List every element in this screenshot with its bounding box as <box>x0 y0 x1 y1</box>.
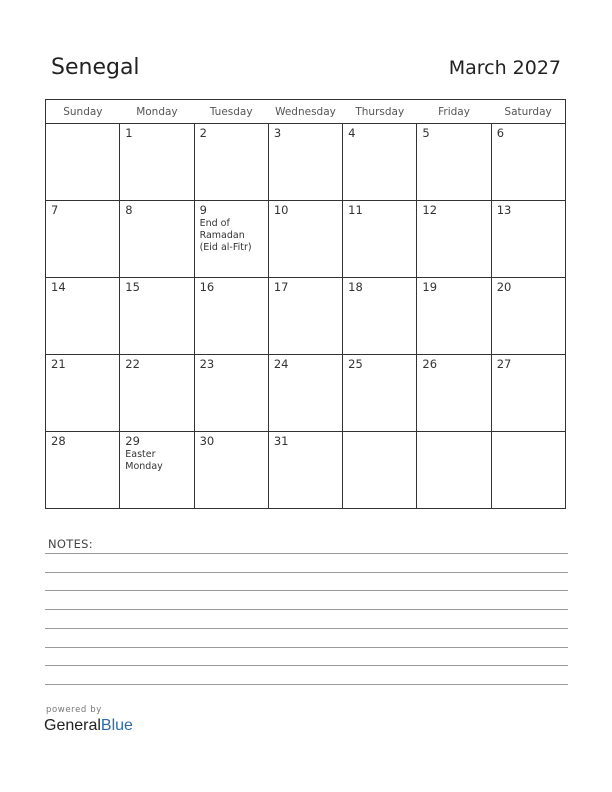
week-row <box>46 355 566 432</box>
brand-blue: Blue <box>100 717 133 734</box>
week-row <box>46 278 566 355</box>
day-number: 30 <box>199 434 215 448</box>
day-number: 28 <box>51 434 66 448</box>
generalblue-logo[interactable] <box>44 717 133 735</box>
day-cell <box>268 355 342 432</box>
weekday-tuesday: Tuesday <box>194 100 268 124</box>
day-number: 25 <box>348 357 363 371</box>
day-number: 15 <box>125 280 140 294</box>
note-line <box>45 572 568 573</box>
day-number: 23 <box>199 357 215 371</box>
note-line <box>45 590 568 591</box>
calendar-grid <box>45 99 566 509</box>
day-cell <box>268 432 342 509</box>
day-cell <box>46 201 120 278</box>
day-number: 11 <box>348 203 363 217</box>
brand-general: General <box>44 717 101 734</box>
day-number: 4 <box>348 126 356 140</box>
day-number: 21 <box>51 357 66 371</box>
empty-day-cell <box>343 432 417 509</box>
day-cell <box>268 278 342 355</box>
day-number: 27 <box>496 357 512 371</box>
day-number: 19 <box>422 280 438 294</box>
day-cell <box>491 124 565 201</box>
day-cell <box>343 124 417 201</box>
day-number: 24 <box>273 357 289 371</box>
powered-by-text: powered by <box>46 705 102 715</box>
day-cell <box>491 355 565 432</box>
day-cell <box>491 278 565 355</box>
day-cell <box>268 124 342 201</box>
day-cell <box>417 124 491 201</box>
day-cell <box>417 355 491 432</box>
day-cell <box>194 432 268 509</box>
empty-day-cell <box>417 432 491 509</box>
empty-day-cell <box>46 124 120 201</box>
day-number: 9 <box>199 203 207 217</box>
day-number: 3 <box>273 126 282 140</box>
day-cell <box>417 278 491 355</box>
weekday-header-row <box>46 100 566 124</box>
day-cell <box>120 201 194 278</box>
weekday-saturday: Saturday <box>491 100 565 124</box>
holiday-label: End of Ramadan (Eid al-Fitr) <box>199 218 252 253</box>
weekday-monday: Monday <box>120 100 194 124</box>
day-number: 7 <box>51 203 59 217</box>
week-row <box>46 432 566 509</box>
day-number: 31 <box>273 434 289 448</box>
week-row <box>46 201 566 278</box>
empty-day-cell <box>491 432 565 509</box>
day-cell <box>194 278 268 355</box>
day-number: 20 <box>496 280 512 294</box>
note-line <box>45 665 568 666</box>
day-cell <box>343 355 417 432</box>
day-cell <box>46 278 120 355</box>
notes-label: NOTES: <box>48 537 93 551</box>
day-number: 13 <box>496 203 512 217</box>
holiday-label: Easter Monday <box>125 449 163 472</box>
note-line <box>45 647 568 648</box>
day-cell <box>120 124 194 201</box>
note-line <box>45 553 568 554</box>
day-cell <box>194 201 268 278</box>
day-cell <box>120 278 194 355</box>
day-number: 5 <box>422 126 430 140</box>
day-cell <box>194 124 268 201</box>
day-cell <box>343 201 417 278</box>
week-row <box>46 124 566 201</box>
day-cell <box>491 201 565 278</box>
note-line <box>45 609 568 610</box>
day-cell <box>120 355 194 432</box>
day-cell <box>268 201 342 278</box>
day-number: 2 <box>199 126 207 140</box>
day-cell <box>194 355 268 432</box>
day-cell <box>343 278 417 355</box>
day-number: 1 <box>125 126 133 140</box>
note-line <box>45 684 568 685</box>
note-line <box>45 628 568 629</box>
day-number: 10 <box>273 203 289 217</box>
day-number: 26 <box>422 357 438 371</box>
day-number: 14 <box>51 280 66 294</box>
day-cell <box>46 355 120 432</box>
weekday-friday: Friday <box>417 100 491 124</box>
day-number: 17 <box>273 280 289 294</box>
day-number: 22 <box>125 357 140 371</box>
day-number: 8 <box>125 203 133 217</box>
weekday-wednesday: Wednesday <box>268 100 342 124</box>
day-cell <box>417 201 491 278</box>
month-title: March 2027 <box>448 57 561 79</box>
day-cell <box>46 432 120 509</box>
day-cell <box>120 432 194 509</box>
weekday-thursday: Thursday <box>343 100 417 124</box>
weekday-sunday: Sunday <box>46 100 120 124</box>
day-number: 16 <box>199 280 215 294</box>
day-number: 6 <box>496 126 505 140</box>
day-number: 18 <box>348 280 363 294</box>
day-number: 29 <box>125 434 140 448</box>
day-number: 12 <box>422 203 438 217</box>
country-title: Senegal <box>51 55 140 80</box>
